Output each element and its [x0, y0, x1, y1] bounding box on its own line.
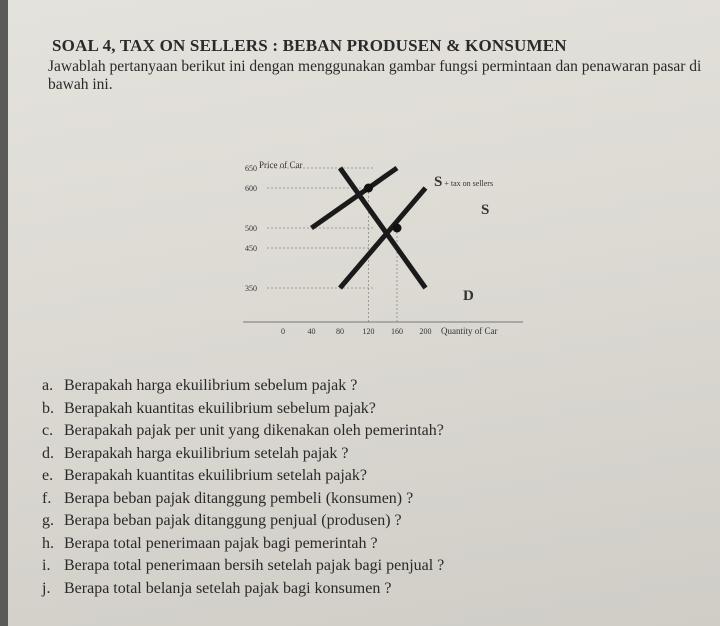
supply-curve-label: S	[481, 202, 490, 218]
question-item	[42, 510, 444, 533]
equilibrium-point	[393, 224, 402, 233]
question-letter: c.	[42, 422, 54, 439]
tax-supply-curve	[312, 168, 398, 228]
x-tick-label: 80	[336, 327, 344, 336]
question-letter: a.	[42, 377, 54, 394]
question-list	[42, 375, 444, 600]
worksheet-page	[8, 0, 720, 626]
question-item	[42, 420, 444, 443]
question-item	[42, 533, 444, 556]
question-text: Berapa beban pajak ditanggung pembeli (konsumen) ?	[64, 489, 414, 507]
question-letter: i.	[42, 557, 51, 574]
question-text: Berapakah harga ekuilibrium setelah pajak ?	[64, 444, 349, 462]
question-letter: d.	[42, 444, 54, 462]
y-axis-label: Price of Car	[259, 160, 303, 170]
question-item	[42, 443, 444, 466]
question-letter: b.	[42, 399, 54, 417]
question-item	[42, 488, 444, 511]
supply-demand-chart	[223, 150, 543, 350]
question-text: Berapakah kuantitas ekuilibrium sebelum pajak?	[64, 399, 376, 417]
question-letter: j.	[42, 579, 51, 597]
question-text: Berapa beban pajak ditanggung penjual (produsen) ?	[64, 512, 402, 529]
question-letter: f.	[42, 489, 52, 507]
y-tick-label: 350	[245, 284, 257, 293]
x-tick-label: 40	[307, 327, 316, 336]
axes	[243, 164, 523, 336]
question-item	[42, 398, 444, 421]
x-tick-label: 0	[281, 327, 285, 336]
equilibrium-point	[364, 184, 373, 193]
question-letter: e.	[42, 467, 54, 484]
question-text: Berapa total penerimaan bersih setelah pajak bagi penjual ?	[64, 557, 445, 574]
question-item	[42, 375, 444, 398]
question-text: Berapakah pajak per unit yang dikenakan oleh pemerintah?	[64, 422, 444, 439]
question-item	[42, 465, 444, 488]
question-text: Berapakah kuantitas ekuilibrium setelah pajak?	[64, 467, 367, 484]
chart-svg	[223, 150, 543, 350]
question-text: Berapakah harga ekuilibrium sebelum pajak ?	[64, 377, 358, 394]
question-item	[42, 578, 444, 601]
tax-curve-label: S + tax on sellers	[434, 174, 494, 190]
y-tick-label: 600	[245, 184, 257, 193]
question-letter: g.	[42, 512, 54, 529]
chart-labels	[259, 160, 498, 336]
page-title: SOAL 4, TAX ON SELLERS : BEBAN PRODUSEN & KONSUMEN	[52, 36, 567, 55]
x-tick-label: 200	[419, 327, 432, 336]
x-tick-label: 160	[391, 327, 403, 336]
question-text: Berapa total penerimaan pajak bagi pemerintah ?	[64, 534, 378, 552]
y-tick-label: 500	[245, 224, 257, 233]
y-tick-label: 450	[245, 244, 257, 253]
question-item	[42, 555, 444, 578]
question-letter: h.	[42, 534, 54, 552]
demand-curve-label: D	[463, 288, 474, 304]
x-tick-label: 120	[362, 327, 375, 336]
y-tick-label: 650	[245, 164, 257, 173]
question-text: Berapa total belanja setelah pajak bagi konsumen ?	[64, 579, 392, 597]
x-axis-label: Quantity of Car	[441, 326, 498, 336]
instructions-text: Jawablah pertanyaan berikut ini dengan menggunakan gambar fungsi permintaan dan penawaran pasar di bawah ini.	[48, 58, 702, 93]
